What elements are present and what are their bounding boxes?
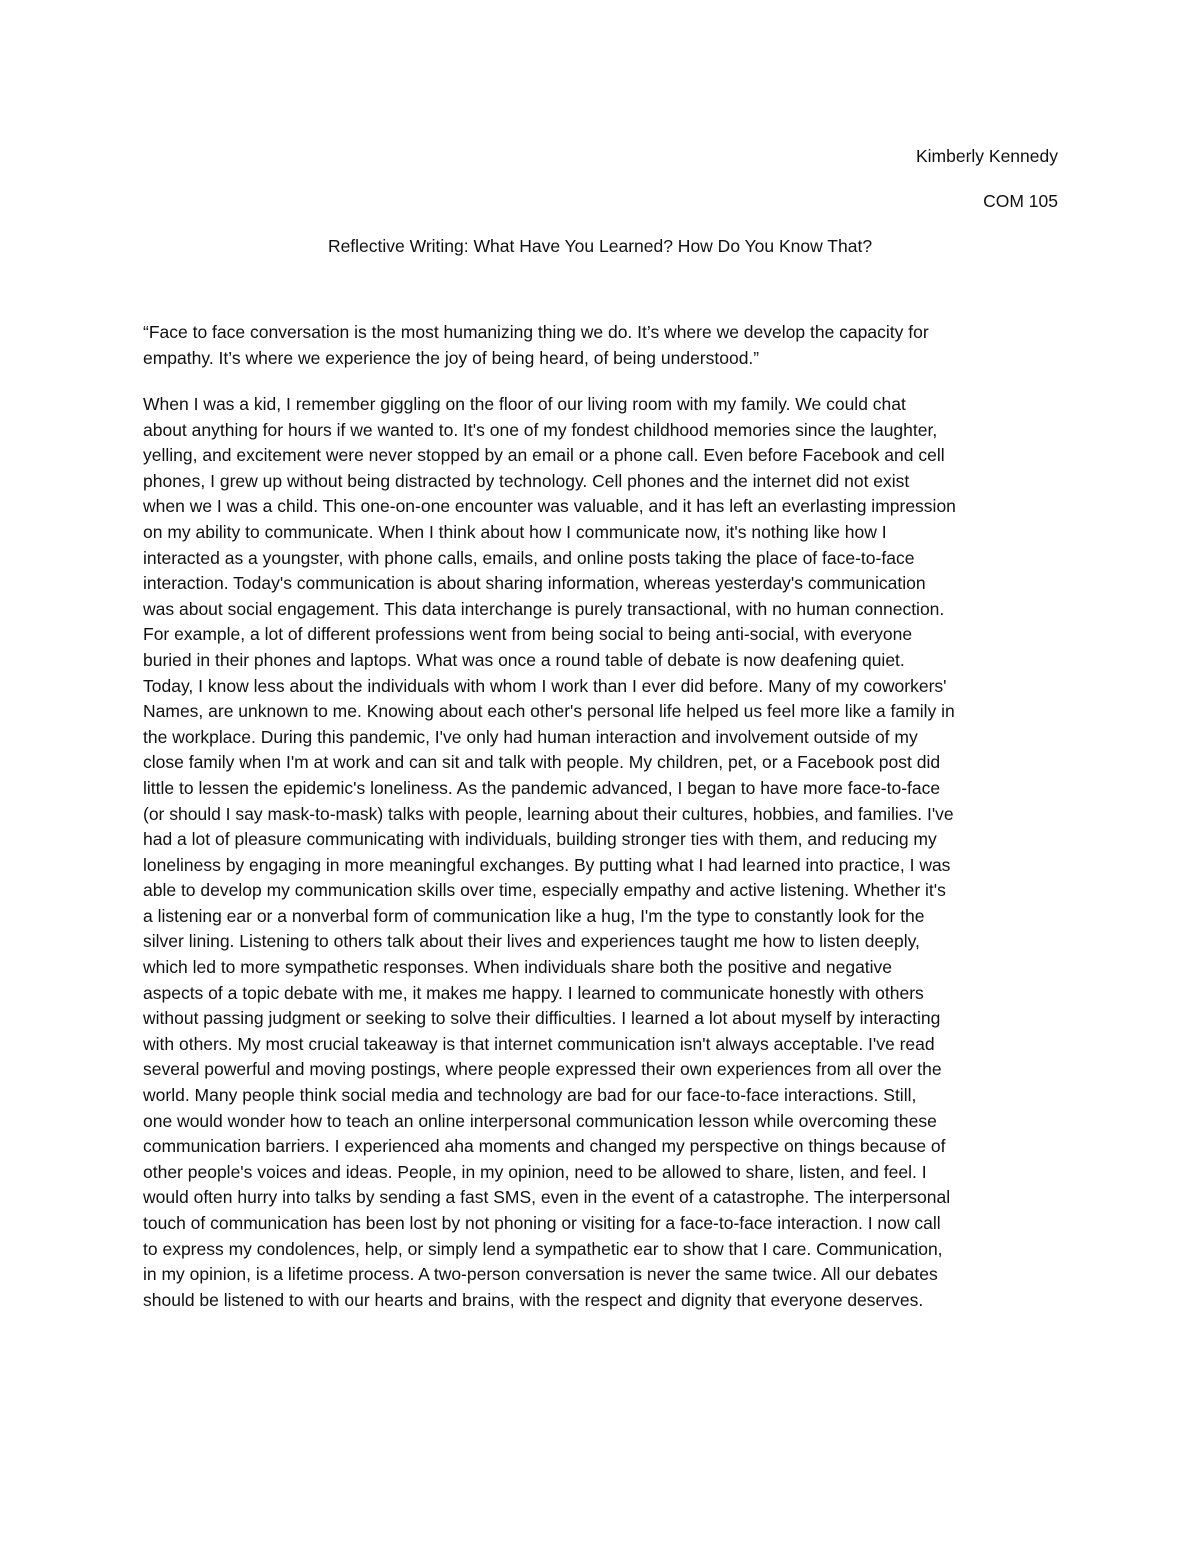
epigraph-line: empathy. It’s where we experience the joy of being heard, of being understood.” (143, 347, 760, 368)
body-line: able to develop my communication skills over time, especially empathy and active listening. Whether it's (143, 880, 946, 901)
body-line: phones, I grew up without being distracted by technology. Cell phones and the internet did not exist (143, 470, 910, 491)
body-line: should be listened to with our hearts and brains, with the respect and dignity that everyone deserves. (143, 1289, 924, 1310)
essay-title: Reflective Writing: What Have You Learned? How Do You Know That? (327, 236, 873, 256)
body-line: Names, are unknown to me. Knowing about each other's personal life helped us feel more like a family in (143, 701, 955, 722)
body-line: silver lining. Listening to others talk about their lives and experiences taught me how to listen deeply, (143, 931, 920, 952)
body-line: buried in their phones and laptops. What was once a round table of debate is now deafening quiet. (143, 649, 905, 670)
body-line: Today, I know less about the individuals with whom I work than I ever did before. Many of my coworkers' (143, 675, 947, 696)
body-line: which led to more sympathetic responses. When individuals share both the positive and negative (143, 957, 893, 978)
author-name: Kimberly Kennedy (915, 146, 1058, 166)
body-paragraph (143, 392, 1063, 1313)
body-line: a listening ear or a nonverbal form of communication like a hug, I'm the type to constantly look for the (143, 905, 925, 926)
body-line: in my opinion, is a lifetime process. A two-person conversation is never the same twice. All our debates (143, 1264, 938, 1285)
body-line: had a lot of pleasure communicating with individuals, building stronger ties with them, and reducing my (143, 829, 937, 850)
body-line: with others. My most crucial takeaway is that internet communication isn't always acceptable. I've read (143, 1033, 935, 1054)
body-line: yelling, and excitement were never stopped by an email or a phone call. Even before Facebook and cell (143, 445, 945, 466)
body-line: one would wonder how to teach an online interpersonal communication lesson while overcoming these (143, 1110, 937, 1131)
body-line: interaction. Today's communication is about sharing information, whereas yesterday's communication (143, 573, 926, 594)
body-line: several powerful and moving postings, where people expressed their own experiences from all over the (143, 1059, 942, 1080)
body-line: interacted as a youngster, with phone calls, emails, and online posts taking the place of face-to-face (143, 547, 915, 568)
body-line: to express my condolences, help, or simply lend a sympathetic ear to show that I care. Communication, (143, 1238, 943, 1259)
body-line: aspects of a topic debate with me, it makes me happy. I learned to communicate honestly with others (143, 982, 924, 1003)
body-line: without passing judgment or seeking to solve their difficulties. I learned a lot about myself by interacting (143, 1008, 941, 1029)
body-line: For example, a lot of different professions went from being social to being anti-social, with everyone (143, 624, 913, 645)
body-line: (or should I say mask-to-mask) talks with people, learning about their cultures, hobbies, and families. I've (143, 803, 954, 824)
body-line: loneliness by engaging in more meaningful exchanges. By putting what I had learned into practice, I was (143, 854, 951, 875)
body-line: touch of communication has been lost by not phoning or visiting for a face-to-face interaction. I now call (143, 1213, 941, 1233)
body-line: would often hurry into talks by sending a fast SMS, even in the event of a catastrophe. The interpersonal (143, 1187, 951, 1208)
body-line: on my ability to communicate. When I think about how I communicate now, it's nothing like how I (143, 521, 887, 542)
body-line: was about social engagement. This data interchange is purely transactional, with no human connection. (143, 598, 945, 619)
epigraph-line: “Face to face conversation is the most humanizing thing we do. It’s where we develop the capacity for (143, 322, 929, 342)
course-code: COM 105 (983, 191, 1058, 211)
body-line: the workplace. During this pandemic, I've only had human interaction and involvement outside of my (143, 726, 918, 747)
body-line: other people's voices and ideas. People, in my opinion, need to be allowed to share, listen, and feel. I (143, 1161, 927, 1182)
body-line: communication barriers. I experienced aha moments and changed my perspective on things because of (143, 1136, 946, 1157)
epigraph-quote (143, 320, 1063, 371)
body-line: world. Many people think social media and technology are bad for our face-to-face interactions. Still, (143, 1085, 917, 1106)
body-line: close family when I'm at work and can sit and talk with people. My children, pet, or a Facebook post did (143, 752, 941, 773)
body-line: when we I was a child. This one-on-one encounter was valuable, and it has left an everlasting impression (143, 496, 956, 517)
body-line: little to lessen the epidemic's loneliness. As the pandemic advanced, I began to have more face-to-face (143, 777, 941, 798)
body-line: When I was a kid, I remember giggling on the floor of our living room with my family. We could chat (143, 394, 906, 414)
body-line: about anything for hours if we wanted to. It's one of my fondest childhood memories since the laughter, (143, 419, 938, 440)
